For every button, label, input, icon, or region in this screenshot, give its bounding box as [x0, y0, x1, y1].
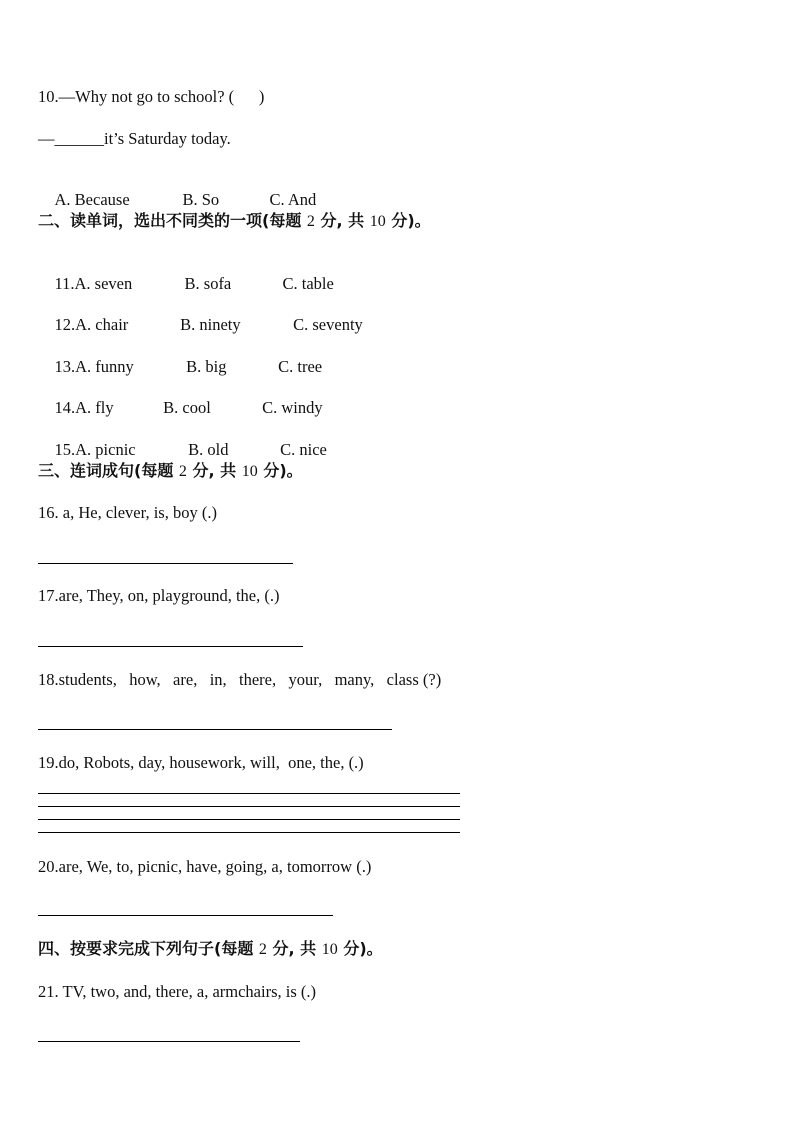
- heading-total-pre: 共: [300, 939, 317, 958]
- answer-line-21[interactable]: [38, 1041, 300, 1042]
- question-number: 15.: [54, 440, 76, 459]
- option-a[interactable]: A. fly: [75, 398, 114, 417]
- option-c[interactable]: C. tree: [278, 357, 323, 376]
- heading-text: 三、连词成句(每题: [38, 461, 174, 480]
- question-16: 16. a, He, clever, is, boy (.): [38, 503, 217, 522]
- heading-score: 2: [178, 463, 187, 480]
- section-3-heading: [38, 461, 303, 482]
- option-c[interactable]: C. And: [269, 190, 317, 209]
- heading-total: 10: [241, 463, 258, 480]
- question-number: 14.: [54, 398, 76, 417]
- question-19: 19.do, Robots, day, housework, will, one, the, (.): [38, 753, 364, 772]
- answer-line-20[interactable]: [38, 915, 333, 916]
- section-4-heading: [38, 939, 383, 960]
- answer-line-16[interactable]: [38, 563, 293, 564]
- option-c[interactable]: C. nice: [280, 440, 327, 459]
- option-c[interactable]: C. table: [282, 274, 334, 293]
- heading-mid: 分,: [192, 461, 215, 480]
- answer-line-19-3[interactable]: [38, 819, 460, 820]
- option-a[interactable]: A. picnic: [75, 440, 136, 459]
- heading-total-pre: 共: [220, 461, 237, 480]
- heading-total: 10: [321, 941, 338, 958]
- question-number: 13.: [54, 357, 76, 376]
- answer-line-18[interactable]: [38, 729, 392, 730]
- option-b[interactable]: B. old: [188, 440, 229, 459]
- section-2-heading: [38, 211, 431, 232]
- option-b[interactable]: B. So: [182, 190, 220, 209]
- option-a[interactable]: A. chair: [75, 315, 129, 334]
- heading-end: 分)。: [343, 939, 383, 958]
- option-b[interactable]: B. cool: [163, 398, 211, 417]
- question-number: 11.: [54, 274, 75, 293]
- heading-score: 2: [306, 213, 315, 230]
- heading-text: 四、按要求完成下列句子(每题: [38, 939, 254, 958]
- question-10-answer-line: —______it’s Saturday today.: [38, 129, 231, 148]
- answer-line-17[interactable]: [38, 646, 303, 647]
- option-b[interactable]: B. sofa: [184, 274, 232, 293]
- option-c[interactable]: C. seventy: [293, 315, 363, 334]
- question-21: 21. TV, two, and, there, a, armchairs, is (.): [38, 982, 316, 1001]
- heading-text: 二、读单词，选出不同类的一项(每题: [38, 211, 302, 230]
- question-number: 12.: [54, 315, 76, 334]
- option-a[interactable]: A. seven: [74, 274, 133, 293]
- option-c[interactable]: C. windy: [262, 398, 323, 417]
- question-18: 18.students, how, are, in, there, your, many, class (?): [38, 670, 442, 689]
- answer-line-19-2[interactable]: [38, 806, 460, 807]
- question-20: 20.are, We, to, picnic, have, going, a, tomorrow (.): [38, 857, 372, 876]
- option-b[interactable]: B. big: [186, 357, 227, 376]
- option-a[interactable]: A. Because: [54, 190, 130, 209]
- option-b[interactable]: B. ninety: [180, 315, 241, 334]
- heading-end: 分)。: [391, 211, 431, 230]
- answer-line-19-1[interactable]: [38, 793, 460, 794]
- heading-score: 2: [258, 941, 267, 958]
- question-10: 10.—Why not go to school? ( ): [38, 87, 265, 106]
- question-17: 17.are, They, on, playground, the, (.): [38, 586, 280, 605]
- heading-end: 分)。: [263, 461, 303, 480]
- heading-mid: 分,: [320, 211, 343, 230]
- heading-total: 10: [369, 213, 386, 230]
- heading-mid: 分,: [272, 939, 295, 958]
- answer-line-19-4[interactable]: [38, 832, 460, 833]
- option-a[interactable]: A. funny: [75, 357, 134, 376]
- heading-total-pre: 共: [348, 211, 365, 230]
